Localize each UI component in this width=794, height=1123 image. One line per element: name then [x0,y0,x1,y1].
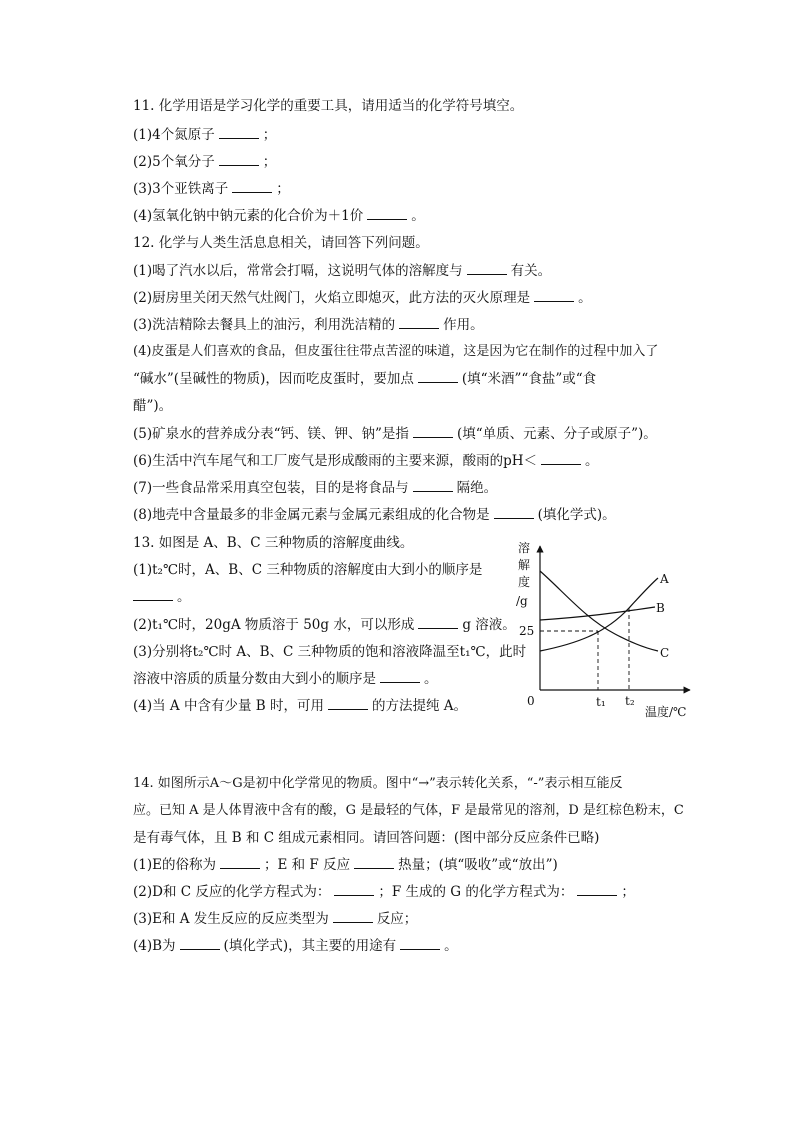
q14-item-1 [133,856,558,874]
answer-blank[interactable] [219,126,259,139]
q14-line2: 应。已知 A 是人体胃液中含有的酸，G 是最轻的气体，F 是最常见的溶剂，D 是红棕色粉末，C [133,803,684,818]
answer-blank[interactable] [418,370,458,383]
q13-item-4-text: (4)当 A 中含有少量 B 时，可用 [133,698,324,714]
q13-item-2-text: (2)t₁℃时，20gA 物质溶于 50g 水，可以形成 [133,617,415,633]
punct: 。 [424,671,438,687]
q12-item-7 [133,479,497,497]
q12-item-4-hint: (填“米酒”“食盐”或“食 [461,371,597,387]
q14-line1: 14. 如图所示A～G是初中化学常见的物质。图中“→”表示转化关系，“-”表示相互能反 [133,776,623,791]
series-label-A: A [660,572,669,586]
answer-blank[interactable] [413,425,453,438]
q12-item-5-text: (5)矿泉水的营养成分表“钙、镁、钾、钠”是指 [133,426,409,442]
answer-blank[interactable] [541,452,581,465]
q14-item-2-text: (2)D和 C 反应的化学方程式为： [133,884,331,900]
q14-item-3 [133,910,417,928]
q12-item-7-text: (7)一些食品常采用真空包装，目的是将食品与 [133,480,409,496]
q11-item-4 [133,207,425,225]
curve-B [540,607,655,620]
x-tick-t1: t₁ [596,695,606,709]
q12-title: 12. 化学与人类生活息息相关，请回答下列问题。 [133,235,429,251]
answer-blank[interactable] [180,937,220,950]
y-label-4: /g [516,594,528,608]
q11-item-2-text: (2)5个氧分子 [133,154,215,170]
answer-blank[interactable] [133,588,173,601]
answer-blank[interactable] [333,910,373,923]
y-label-1: 溶 [518,541,531,555]
punct: 作用。 [443,317,484,333]
q12-item-1-text: (1)喝了汽水以后，常常会打嗝，这说明气体的溶解度与 [133,263,463,279]
punct: 。 [578,290,592,306]
q11-item-3-text: (3)3个亚铁离子 [133,181,229,197]
punct: 有关。 [510,263,552,279]
answer-blank[interactable] [400,937,440,950]
q12-item-2 [133,289,592,307]
q13-item-2 [133,616,516,634]
y-label-3: 度 [518,575,531,589]
q12-item-6 [133,452,599,470]
series-label-B: B [656,601,665,615]
answer-blank[interactable] [334,883,374,896]
punct: 。 [411,208,425,224]
q12-item-5 [133,425,657,443]
q12-item-3 [133,316,484,334]
answer-blank[interactable] [232,180,272,193]
answer-blank[interactable] [534,289,574,302]
q14-line3: 是有毒气体，且 B 和 C 组成元素相同。请回答问题：(图中部分反应条件已略) [133,830,600,846]
punct: ； [276,181,290,197]
q14-item-2 [133,883,635,901]
q12-item-8-hint: (填化学式)。 [537,507,616,523]
q12-item-3-text: (3)洗洁精除去餐具上的油污，利用洗洁精的 [133,317,396,333]
series-label-C: C [660,646,670,660]
x-label: 温度/℃ [645,705,687,719]
q13-title: 13. 如图是 A、B、C 三种物质的溶解度曲线。 [133,535,414,551]
q13-item-2-unit: g 溶液。 [462,617,516,633]
q14-item-3-text: (3)E和 A 发生反应的反应类型为 [133,911,329,927]
q13-item-3-text: 溶液中溶质的质量分数由大到小的顺序是 [133,671,376,687]
q14-item-4-text: (4)B为 [133,938,176,954]
punct: 。 [585,453,599,469]
solubility-chart [505,538,705,728]
q12-item-8 [133,506,616,524]
q12-item-5-hint: (填“单质、元素、分子或原子”)。 [456,426,657,442]
answer-blank[interactable] [413,479,453,492]
y-tick-25: 25 [519,624,535,638]
q11-item-1 [133,126,276,144]
answer-blank[interactable] [494,506,534,519]
q12-item-2-text: (2)厨房里关闭天然气灶阀门，火焰立即熄灭，此方法的灭火原理是 [133,290,531,306]
q11-item-4-text: (4)氢氧化钠中钠元素的化合价为＋1价 [133,208,364,224]
q11-item-2 [133,153,276,171]
y-label-2: 解 [518,558,531,572]
origin-label: 0 [527,694,535,708]
q12-item-4-line3: 醋”)。 [133,398,173,414]
punct: 隔绝。 [456,480,498,496]
punct: ； [262,154,277,170]
answer-blank[interactable] [399,316,439,329]
q14-item-4-text2: (填化学式)，其主要的用途有 [223,938,397,954]
q12-item-4-text: “碱水”(呈碱性的物质)，因而吃皮蛋时，要加点 [133,371,414,387]
q14-item-1-text: (1)E的俗称为 [133,857,216,873]
x-tick-t2: t₂ [625,694,635,708]
answer-blank[interactable] [577,883,617,896]
q14-item-4 [133,937,458,955]
q14-item-2-text2: ；F 生成的 G 的化学方程式为： [378,884,574,900]
q12-item-8-text: (8)地壳中含量最多的非金属元素与金属元素组成的化合物是 [133,507,490,523]
punct: ； [621,884,635,900]
q12-item-4-line1: (4)皮蛋是人们喜欢的食品，但皮蛋往往带点苦涩的味道，这是因为它在制作的过程中加入了 [133,344,659,359]
answer-blank[interactable] [467,262,507,275]
q13-item-1-line2 [133,588,191,606]
q14-item-1-text3: 热量；(填“吸收”或“放出”) [398,857,558,873]
q11-title: 11. 化学用语是学习化学的重要工具，请用适当的化学符号填空。 [133,98,524,114]
answer-blank[interactable] [220,856,260,869]
q13-item-3-line1: (3)分别将t₂℃时 A、B、C 三种物质的饱和溶液降温至t₁℃，此时 [133,644,527,660]
q12-item-6-text: (6)生活中汽车尾气和工厂废气是形成酸雨的主要来源，酸雨的pH＜ [133,453,538,469]
q13-item-4-text-end: 的方法提纯 A。 [371,698,468,714]
punct: 。 [177,589,191,605]
q11-item-1-text: (1)4个氮原子 [133,127,215,143]
answer-blank[interactable] [328,697,368,710]
q13-item-3-line2 [133,670,438,688]
q11-item-3 [133,180,290,198]
answer-blank[interactable] [418,616,458,629]
punct: 。 [444,938,458,954]
q13-item-4 [133,697,467,715]
curve-C [540,571,658,651]
q14-item-1-text2: ；E 和 F 反应 [263,857,351,873]
answer-blank[interactable] [367,207,407,220]
q13-item-1-line1: (1)t₂℃时，A、B、C 三种物质的溶解度由大到小的顺序是 [133,562,483,578]
q12-item-4-line2 [133,370,596,388]
punct: ； [262,127,277,143]
answer-blank[interactable] [354,856,394,869]
q14-item-3-text2: 反应； [376,911,418,927]
q12-item-1 [133,262,551,280]
answer-blank[interactable] [219,153,259,166]
answer-blank[interactable] [380,670,420,683]
